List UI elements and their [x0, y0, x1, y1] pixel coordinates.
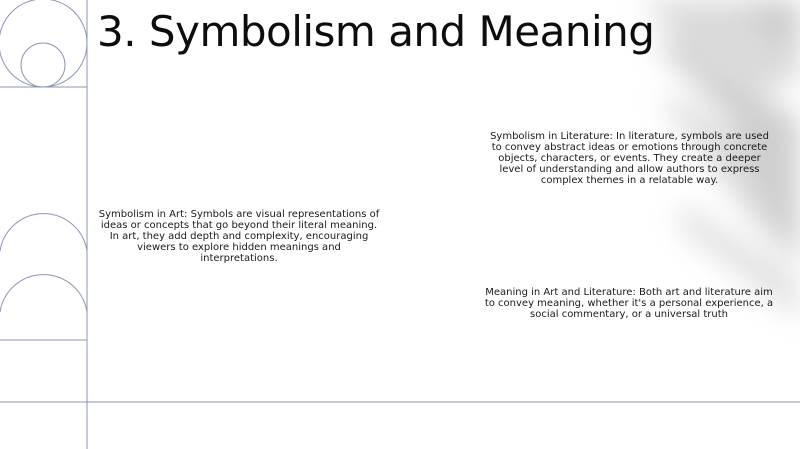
symbolism-in-literature-text: Symbolism in Literature: In literature, symbols are used to convey abstract ideas or emotions through concrete objects, characters, or events. They create a deeper level of understanding and allow authors to express complex themes in a relatable way. — [490, 131, 769, 186]
symbolism-in-art-text: Symbolism in Art: Symbols are visual representations of ideas or concepts that go beyond their literal meaning. In art, they add depth and complexity, encouraging viewers to explore hidden meanings and interpretations. — [98, 209, 380, 264]
meaning-in-art-and-literature-text: Meaning in Art and Literature: Both art and literature aim to convey meaning, whether it's a personal experience, a social commentary, or a universal truth — [484, 287, 774, 320]
slide-title: 3. Symbolism and Meaning — [97, 7, 655, 56]
